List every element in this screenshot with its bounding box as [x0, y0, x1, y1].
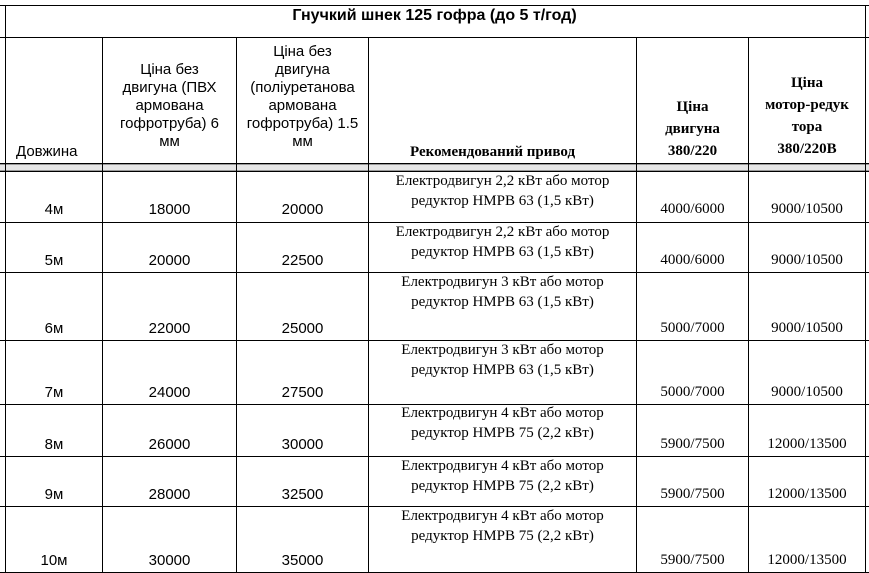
header-line: 380/220В: [777, 141, 837, 157]
table-border-top: [0, 5, 869, 6]
cell-motor-price: 4000/6000: [660, 201, 725, 217]
cell-length: 9м: [44, 486, 64, 503]
header-line: гофротруба) 1.5: [246, 115, 359, 132]
cell-price-pvc: 26000: [148, 436, 191, 453]
cell-price-pvc: 20000: [148, 252, 191, 269]
cell-gear-price: 9000/10500: [771, 320, 843, 336]
header-line: Ціна без: [273, 43, 332, 60]
cell-price-pu: 27500: [281, 384, 324, 401]
col-border: [865, 5, 866, 573]
header-length: Довжина: [16, 143, 78, 160]
header-separator: [0, 164, 869, 171]
cell-drive-line: редуктор НМРВ 63 (1,5 кВт): [411, 244, 594, 260]
cell-length: 7м: [44, 384, 64, 401]
header-drive: Рекомендований привод: [410, 144, 576, 160]
header-line: тора: [791, 119, 823, 135]
header-line: Ціна без: [140, 61, 199, 78]
header-line: двигуна: [275, 61, 330, 78]
cell-motor-price: 5900/7500: [660, 436, 725, 452]
cell-gear-price: 9000/10500: [771, 252, 843, 268]
header-line: армована: [135, 97, 204, 114]
header-line: гофротруба) 6: [120, 115, 219, 132]
header-price-pu: [237, 43, 368, 151]
cell-drive-line: Електродвигун 4 кВт або мотор: [401, 508, 604, 524]
header-line: Ціна: [791, 75, 823, 91]
row-border: [0, 506, 869, 507]
title-row-border: [0, 37, 869, 38]
cell-price-pvc: 28000: [148, 486, 191, 503]
cell-drive-line: редуктор НМРВ 75 (2,2 кВт): [411, 478, 594, 494]
header-line: двигуна: [665, 121, 720, 137]
cell-gear-price: 9000/10500: [771, 384, 843, 400]
row-border: [0, 456, 869, 457]
cell-motor-price: 5900/7500: [660, 552, 725, 568]
cell-drive-line: Електродвигун 2,2 кВт або мотор: [395, 224, 610, 240]
header-line: 380/220: [667, 143, 718, 159]
header-line: мотор-редук: [765, 97, 849, 113]
cell-drive-line: Електродвигун 4 кВт або мотор: [401, 458, 604, 474]
cell-length: 8м: [44, 436, 64, 453]
cell-drive-line: редуктор НМРВ 63 (1,5 кВт): [411, 294, 594, 310]
cell-drive-line: Електродвигун 4 кВт або мотор: [401, 405, 604, 421]
cell-motor-price: 5000/7000: [660, 320, 725, 336]
header-line: (поліуретанова: [250, 79, 355, 96]
cell-gear-price: 12000/13500: [767, 436, 847, 452]
cell-gear-price: 12000/13500: [767, 486, 847, 502]
cell-price-pu: 30000: [281, 436, 324, 453]
cell-gear-price: 9000/10500: [771, 201, 843, 217]
cell-price-pvc: 22000: [148, 320, 191, 337]
cell-price-pu: 32500: [281, 486, 324, 503]
cell-gear-price: 12000/13500: [767, 552, 847, 568]
cell-length: 4м: [44, 201, 64, 218]
header-gap-border: [0, 171, 869, 172]
cell-length: 5м: [44, 252, 64, 269]
cell-price-pvc: 30000: [148, 552, 191, 569]
cell-price-pvc: 18000: [148, 201, 191, 218]
cell-drive-line: редуктор НМРВ 75 (2,2 кВт): [411, 425, 594, 441]
row-border: [0, 272, 869, 273]
cell-drive-line: Електродвигун 3 кВт або мотор: [401, 274, 604, 290]
header-price-pvc: [103, 61, 236, 151]
table-title: Гнучкий шнек 125 гофра (до 5 т/год): [292, 7, 577, 24]
row-border: [0, 222, 869, 223]
header-row-border: [0, 163, 869, 164]
header-line: мм: [159, 133, 180, 150]
cell-price-pu: 22500: [281, 252, 324, 269]
cell-drive-line: редуктор НМРВ 63 (1,5 кВт): [411, 193, 594, 209]
header-line: Ціна: [676, 99, 709, 115]
cell-motor-price: 5000/7000: [660, 384, 725, 400]
cell-drive-line: Електродвигун 2,2 кВт або мотор: [395, 173, 610, 189]
cell-length: 10м: [40, 552, 68, 569]
header-gear-price: [749, 72, 865, 160]
cell-price-pu: 25000: [281, 320, 324, 337]
header-line: мм: [292, 133, 313, 150]
cell-price-pvc: 24000: [148, 384, 191, 401]
cell-motor-price: 5900/7500: [660, 486, 725, 502]
cell-drive-line: редуктор НМРВ 75 (2,2 кВт): [411, 528, 594, 544]
cell-motor-price: 4000/6000: [660, 252, 725, 268]
header-motor-price: [637, 96, 748, 162]
header-line: армована: [268, 97, 337, 114]
cell-drive-line: Електродвигун 3 кВт або мотор: [401, 342, 604, 358]
header-line: двигуна (ПВХ: [122, 79, 217, 96]
cell-price-pu: 35000: [281, 552, 324, 569]
cell-drive-line: редуктор НМРВ 63 (1,5 кВт): [411, 362, 594, 378]
row-border: [0, 340, 869, 341]
cell-length: 6м: [44, 320, 64, 337]
cell-price-pu: 20000: [281, 201, 324, 218]
